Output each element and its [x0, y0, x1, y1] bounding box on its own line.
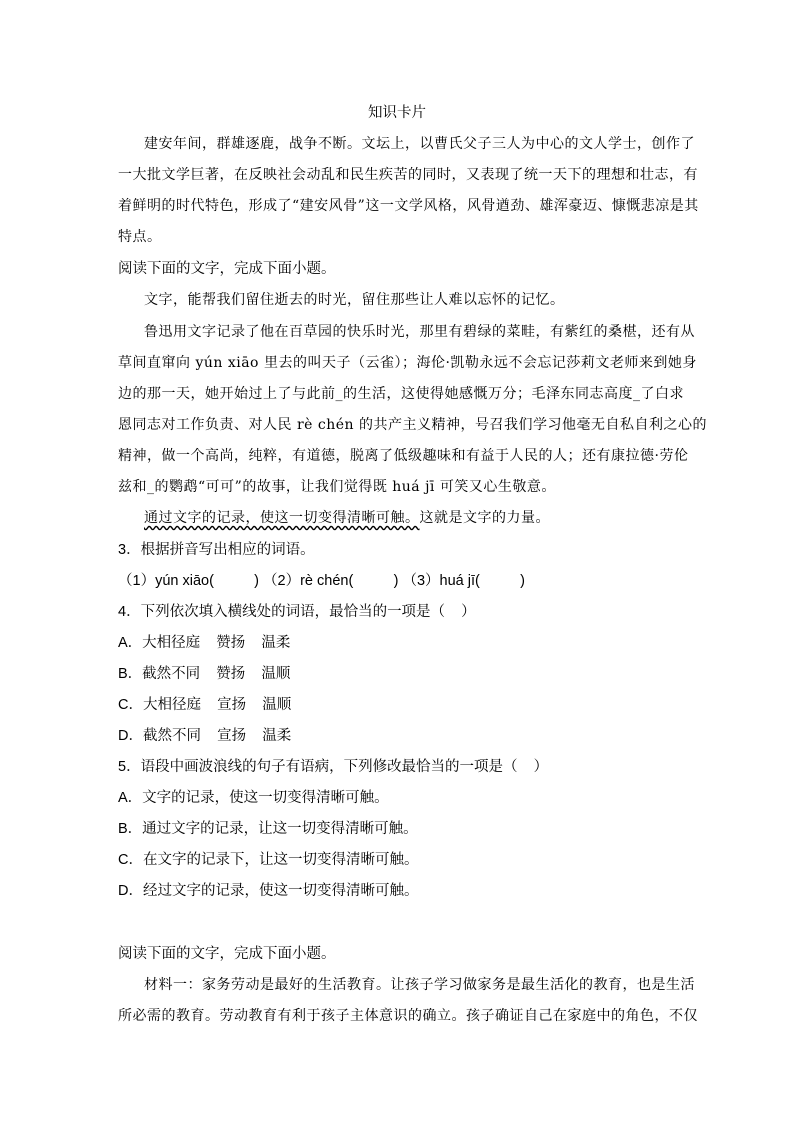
question-5-option-d: D．经过文字的记录，使这一切变得清晰可触。: [118, 883, 419, 899]
passage-line: 边的那一天，她开始过上了与此前_的生活，这使得她感慨万分；毛泽东同志高度_了白求: [118, 386, 684, 402]
reading-instruction-2: 阅读下面的文字，完成下面小题。: [118, 946, 336, 962]
passage-line: 恩同志对工作负责、对人民 rè chén 的共产主义精神，号召我们学习他毫无自私自利之心的: [118, 417, 707, 433]
question-5-stem: 5．语段中画波浪线的句子有语病，下列修改最恰当的一项是（ ）: [118, 759, 549, 775]
question-4-option-a: A．大相径庭 赞扬 温柔: [118, 635, 291, 651]
passage-line: 鲁迅用文字记录了他在百草园的快乐时光，那里有碧绿的菜畦，有紫红的桑椹，还有从: [144, 324, 695, 340]
card-text-line: 一大批文学巨著，在反映社会动乱和民生疾苦的同时，又表现了统一天下的理想和壮志，有: [118, 167, 698, 183]
question-5-option-a: A．文字的记录，使这一切变得清晰可触。: [118, 790, 389, 806]
card-title: 知识卡片: [368, 105, 426, 121]
passage-line: 精神，做一个高尚，纯粹，有道德，脱离了低级趣味和有益于人民的人；还有康拉德·劳伦: [118, 448, 689, 464]
question-4-option-d: D．截然不同 宣扬 温柔: [118, 728, 292, 744]
closing-sentence: 这就是文字的力量。: [419, 510, 550, 526]
passage-line: 草间直窜向 yún xiāo 里去的叫天子（云雀）；海伦·凯勒永远不会忘记莎莉文老师来到她身: [118, 355, 697, 371]
passage-paragraph: 文字，能帮我们留住逝去的时光，留住那些让人难以忘怀的记忆。: [144, 292, 565, 308]
question-5-option-b: B．通过文字的记录，让这一切变得清晰可触。: [118, 821, 418, 837]
reading-instruction: 阅读下面的文字，完成下面小题。: [118, 261, 336, 277]
wavy-underlined-sentence: 通过文字的记录，使这一切变得清晰可触。: [144, 510, 420, 526]
material-line: 所必需的教育。劳动教育有利于孩子主体意识的确立。孩子确证自己在家庭中的角色，不仅: [118, 1008, 698, 1024]
passage-closing-line: [144, 508, 550, 528]
question-3-stem: 3．根据拼音写出相应的词语。: [118, 542, 315, 558]
passage-line: 兹和_的鹦鹉“可可”的故事，让我们觉得既 huá jī 可笑又心生敬意。: [118, 479, 556, 495]
card-text-line: 着鲜明的时代特色，形成了“建安风骨”这一文学风格，风骨遒劲、雄浑豪迈、慷慨悲凉是其: [118, 198, 699, 214]
question-4-stem: 4．下列依次填入横线处的词语，最恰当的一项是（ ）: [118, 604, 476, 620]
material-line: 材料一：家务劳动是最好的生活教育。让孩子学习做家务是最生活化的教育，也是生活: [144, 977, 695, 993]
question-5-option-c: C．在文字的记录下，让这一切变得清晰可触。: [118, 852, 419, 868]
card-text-line: 建安年间，群雄逐鹿，战争不断。文坛上，以曹氏父子三人为中心的文人学士，创作了: [144, 136, 695, 152]
question-4-option-c: C．大相径庭 宣扬 温顺: [118, 697, 292, 713]
question-3-blanks: （1）yún xiāo( ) （2）rè chén( ) （3）huá jī( ): [118, 573, 525, 589]
card-text-line: 特点。: [118, 229, 162, 245]
question-4-option-b: B．截然不同 赞扬 温顺: [118, 666, 291, 682]
